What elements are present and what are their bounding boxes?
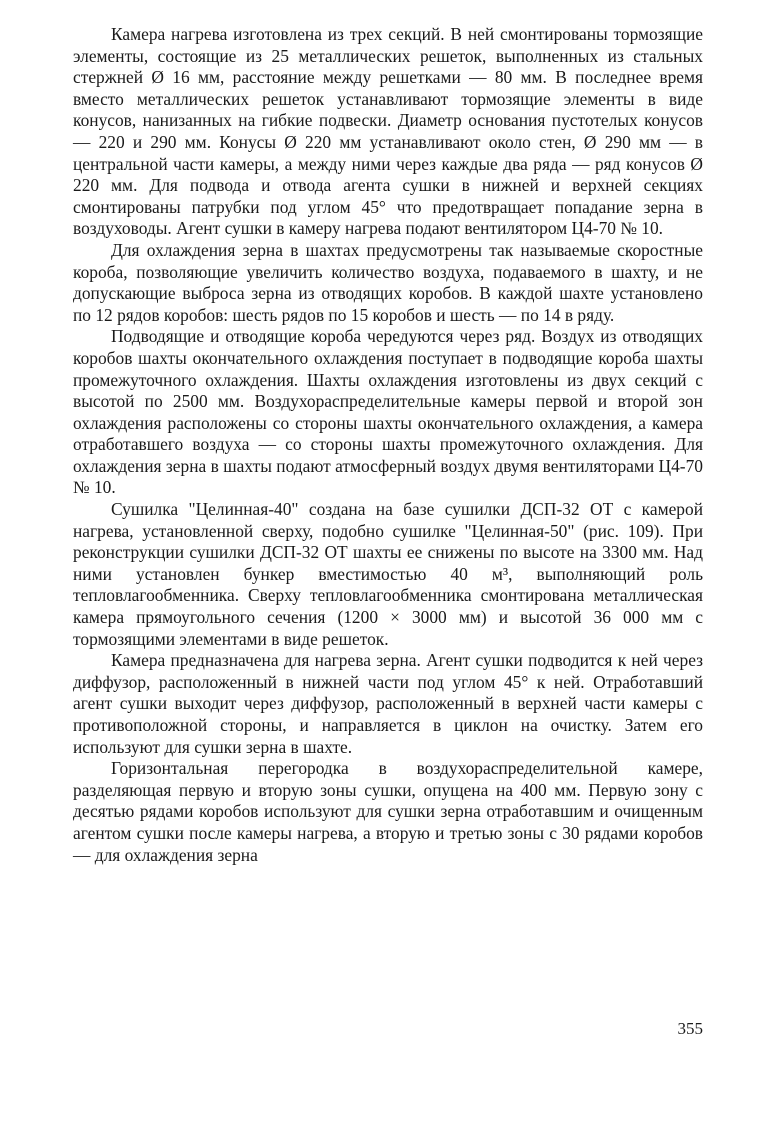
paragraph-heating-chamber: Камера нагрева изготовлена из трех секций. В ней смонтированы тормозящие элементы, состоящие из 25 металлических решеток, выполненных из стальных стержней Ø 16 мм, расстояние между решетками — 80 мм. В последнее время вместо металлических решеток устанавливают тормозящие элементы в виде конусов, нанизанных на гибкие подвески. Диаметр основания пустотелых конусов — 220 и 290 мм. Конусы Ø 220 мм устанавливают около стен, Ø 290 мм — в центральной части камеры, а между ними через каждые два ряда — ряд конусов Ø 220 мм. Для подвода и отвода агента сушки в нижней и верхней секциях смонтированы патрубки под углом 45° что предотвращает попадание зерна в воздуховоды. Агент сушки в камеру нагрева подают вентилятором Ц4-70 № 10. xyxy=(73,24,703,239)
paragraph-cooling-boxes: Для охлаждения зерна в шахтах предусмотрены так называемые скоростные короба, позволяющие увеличить количество воздуха, подаваемого в шахту, и не допускающие выброса зерна из отводящих коробов. В каждой шахте установлено по 12 рядов коробов: шесть рядов по 15 коробов и шесть — по 14 в ряду. xyxy=(73,239,703,325)
document-page xyxy=(73,24,703,866)
paragraph-box-alternation: Подводящие и отводящие короба чередуются через ряд. Воздух из отводящих коробов шахты окончательного охлаждения поступает в подводящие короба шахты промежуточного охлаждения. Шахты охлаждения изготовлены из двух секций с высотой по 2500 мм. Воздухораспределительные камеры первой и второй зон охлаждения расположены со стороны шахты окончательного охлаждения, а камера отработавшего воздуха — со стороны шахты промежуточного охлаждения. Для охлаждения зерна в шахты подают атмосферный воздух двумя вентиляторами Ц4-70 № 10. xyxy=(73,326,703,498)
paragraph-chamber-purpose: Камера предназначена для нагрева зерна. Агент сушки подводится к ней через диффузор, расположенный в нижней части под углом 45° к ней. Отработавший агент сушки выходит через диффузор, расположенный в верхней части камеры с противоположной стороны, и направляется в циклон на очистку. Затем его используют для сушки зерна в шахте. xyxy=(73,650,703,757)
paragraph-partition: Горизонтальная перегородка в воздухораспределительной камере, разделяющая первую и вторую зоны сушки, опущена на 400 мм. Первую зону с десятью рядами коробов используют для сушки зерна отработавшим и очищенным агентом сушки после камеры нагрева, а вторую и третью зоны с 30 рядами коробов — для охлаждения зерна xyxy=(73,758,703,865)
paragraph-tselinnaya-40: Сушилка "Целинная-40" создана на базе сушилки ДСП-32 ОТ с камерой нагрева, установленной сверху, подобно сушилке "Целинная-50" (рис. 109). При реконструкции сушилки ДСП-32 ОТ шахты ее снижены по высоте на 3300 мм. Над ними установлен бункер вместимостью 40 м³, выполняющий роль тепловлагообменника. Сверху тепловлагообменника смонтирована металлическая камера прямоугольного сечения (1200 × 3000 мм) и высотой 36 000 мм с тормозящими элементами в виде решеток. xyxy=(73,499,703,649)
page-number: 355 xyxy=(677,1019,703,1038)
